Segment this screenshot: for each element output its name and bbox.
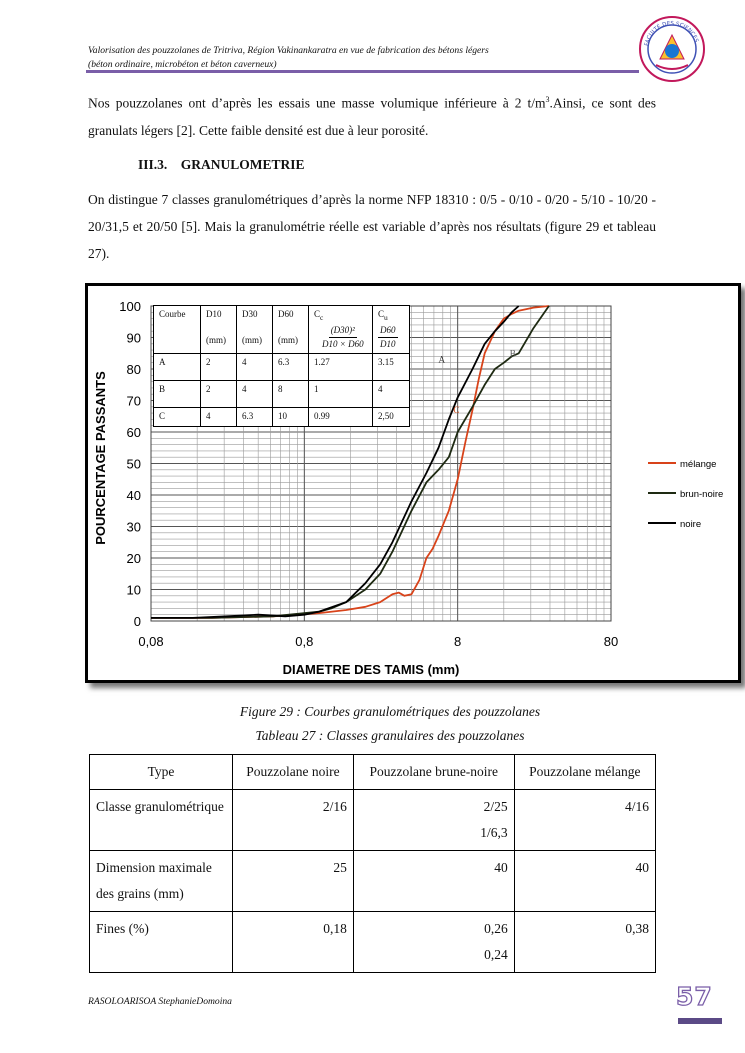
y-tick-label: 60 [126,425,141,440]
row-label: Dimension maximale des grains (mm) [90,851,233,912]
logo-ring-text: FACULTÉ DES SCIENCES [644,20,699,47]
faculty-logo [638,15,706,83]
cc-formula: $\frac{\text{(D30)²}}{D10 \times D60}$ [322,324,364,349]
inner-header-cc: $C_c$ $\frac{\text{(D30)²}}{D10 \times D60}$ [309,306,373,354]
paragraph-granulometry: On distingue 7 classes granulométriques d’après la norme NFP 18310 : 0/5 - 0/10 - 0/20 - 5/10 - 10/20 - 20/31,5 et 20/50 [5]. Mais la granulométrie réelle est variable d’après nos résultats (figure 29 et tableau 27). [88,192,656,261]
footer-author: RASOLOARISOA StephanieDomoina [88,996,232,1007]
legend-label: brun-noire [680,489,724,500]
inner-table-row: A 2 4 6.3 1.27 3.15 [154,353,410,380]
inner-header-d10: D10 (mm) [201,306,237,354]
page-number: 57 [676,982,713,1011]
paragraph-density-text: Nos pouzzolanes ont d’après les essais une masse volumique inférieure à 2 t/m [88,95,546,111]
header-noire: Pouzzolane noire [233,755,354,790]
inner-header-courbe: Courbe [154,306,201,354]
header-line-1: Valorisation des pouzzolanes de Tritriva, Région Vakinankaratra en vue de fabrication des bétons légers [88,45,489,56]
header-brune-noire: Pouzzolane brune-noire [353,755,514,790]
y-tick-label: 40 [126,488,141,503]
running-header [88,44,628,71]
y-tick-label: 100 [119,299,141,314]
curve-label: C [453,405,460,416]
header-line-2: (béton ordinaire, microbéton et béton caverneux) [88,58,277,70]
y-tick-label: 10 [126,582,141,598]
x-tick-label: 0,8 [295,634,314,649]
x-tick-label: 0,08 [138,634,164,649]
granular-classes-table [89,754,656,973]
legend-label: noire [680,519,702,530]
inner-header-d30: D30 (mm) [237,306,273,354]
y-tick-label: 20 [126,551,141,566]
curve-label: B [509,348,516,359]
table-caption: Tableau 27 : Classes granulaires des pouzzolanes [255,728,525,743]
legend-label: mélange [680,459,717,470]
inner-table-row: B 2 4 8 1 4 [154,380,410,407]
page-number-bar [678,1018,722,1024]
row-label: Classe granulométrique [90,790,233,851]
y-tick-label: 90 [126,330,141,346]
header-melange: Pouzzolane mélange [514,755,655,790]
paragraph-density [88,86,656,144]
superscript-3: 3 [545,95,550,104]
x-tick-label: 8 [454,634,462,649]
y-tick-label: 0 [133,614,141,629]
y-tick-label: 50 [126,456,141,472]
y-axis-ticks [119,299,141,629]
header-rule [86,70,639,73]
cu-formula: $\frac{D60}{D10}$ [380,324,396,349]
inner-header-cu: $C_u$ $\frac{D60}{D10}$ [373,306,410,354]
table-header-row [90,755,656,790]
inner-table-row: C 4 6.3 10 0.99 2,50 [154,407,410,426]
figure-caption: Figure 29 : Courbes granulométriques des pouzzolanes [239,704,541,719]
curve-label: A [438,354,446,365]
table-row: Dimension maximale des grains (mm) 25 40 40 [90,851,656,912]
chart-legend [648,459,723,530]
y-tick-label: 30 [126,519,141,535]
paragraph-density-text-2: .Ainsi, ce sont des granulats légers [2]. Cette faible densité est due à leur porosité. [88,95,656,138]
y-tick-label: 70 [126,393,141,409]
x-tick-label: 80 [603,634,619,649]
table-row: Classe granulométrique 2/16 2/25 1/6,3 4/16 [90,790,656,851]
y-axis-label: POURCENTAGE PASSANTS [93,371,108,545]
table-row: Fines (%) 0,18 0,26 0,24 0,38 [90,912,656,973]
inner-header-d60: D60 (mm) [273,306,309,354]
curve-characteristics-table [153,305,410,427]
row-label: Fines (%) [90,912,233,973]
inner-table-header-row [154,306,410,354]
section-heading: III.3. GRANULOMETRIE [138,157,305,172]
x-axis-label: DIAMETRE DES TAMIS (mm) [282,662,460,677]
x-axis-ticks [138,634,618,649]
header-type: Type [90,755,233,790]
y-tick-label: 80 [126,362,141,377]
